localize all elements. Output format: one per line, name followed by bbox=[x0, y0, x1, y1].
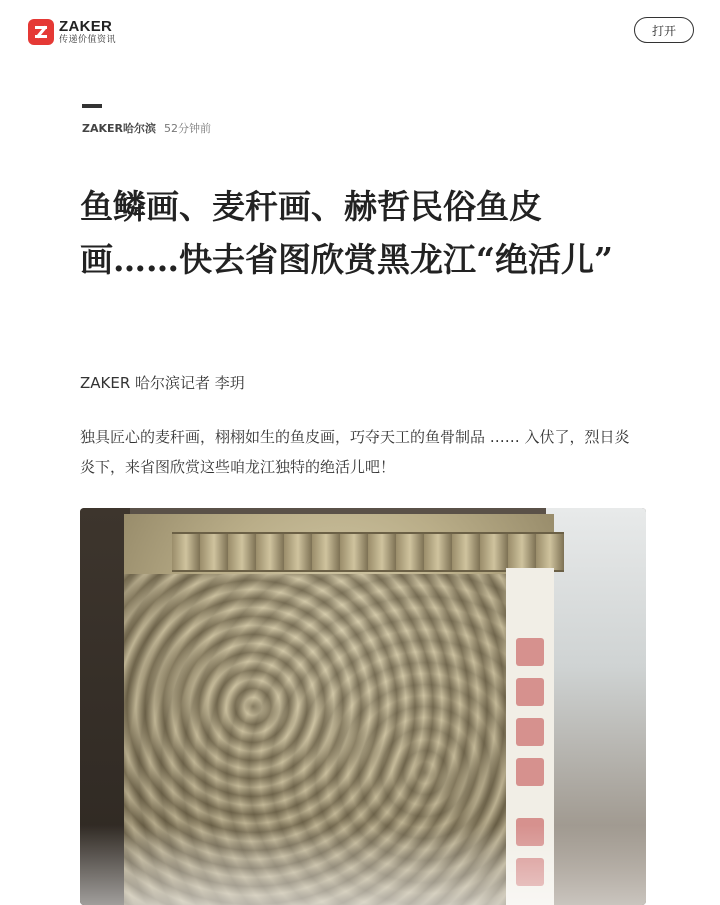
logo-text bbox=[59, 19, 116, 45]
open-app-button[interactable]: 打开 bbox=[634, 17, 694, 43]
article-meta bbox=[82, 120, 211, 136]
zaker-logo[interactable] bbox=[28, 18, 116, 46]
article-author: ZAKER 哈尔滨记者 李玥 bbox=[80, 374, 245, 392]
zaker-logo-icon bbox=[28, 19, 54, 45]
source-bar-decoration bbox=[82, 104, 102, 108]
image-fade-overlay bbox=[80, 825, 646, 905]
article-image[interactable] bbox=[80, 508, 646, 905]
artwork-top-band bbox=[172, 532, 564, 572]
logo-name: ZAKER bbox=[59, 18, 113, 35]
logo-slogan: 传递价值资讯 bbox=[59, 35, 117, 45]
top-header bbox=[0, 0, 720, 62]
article-title: 鱼鳞画、麦秆画、赫哲民俗鱼皮画……快去省图欣赏黑龙江“绝活儿” bbox=[80, 187, 613, 279]
article-intro: 独具匠心的麦秆画，栩栩如生的鱼皮画，巧夺天工的鱼骨制品 …… 入伏了，烈日炎炎下，来省图欣赏这些咱龙江独特的绝活儿吧！ bbox=[80, 428, 630, 476]
article-source[interactable]: ZAKER哈尔滨 bbox=[82, 122, 156, 135]
article-time: 52分钟前 bbox=[164, 122, 211, 135]
